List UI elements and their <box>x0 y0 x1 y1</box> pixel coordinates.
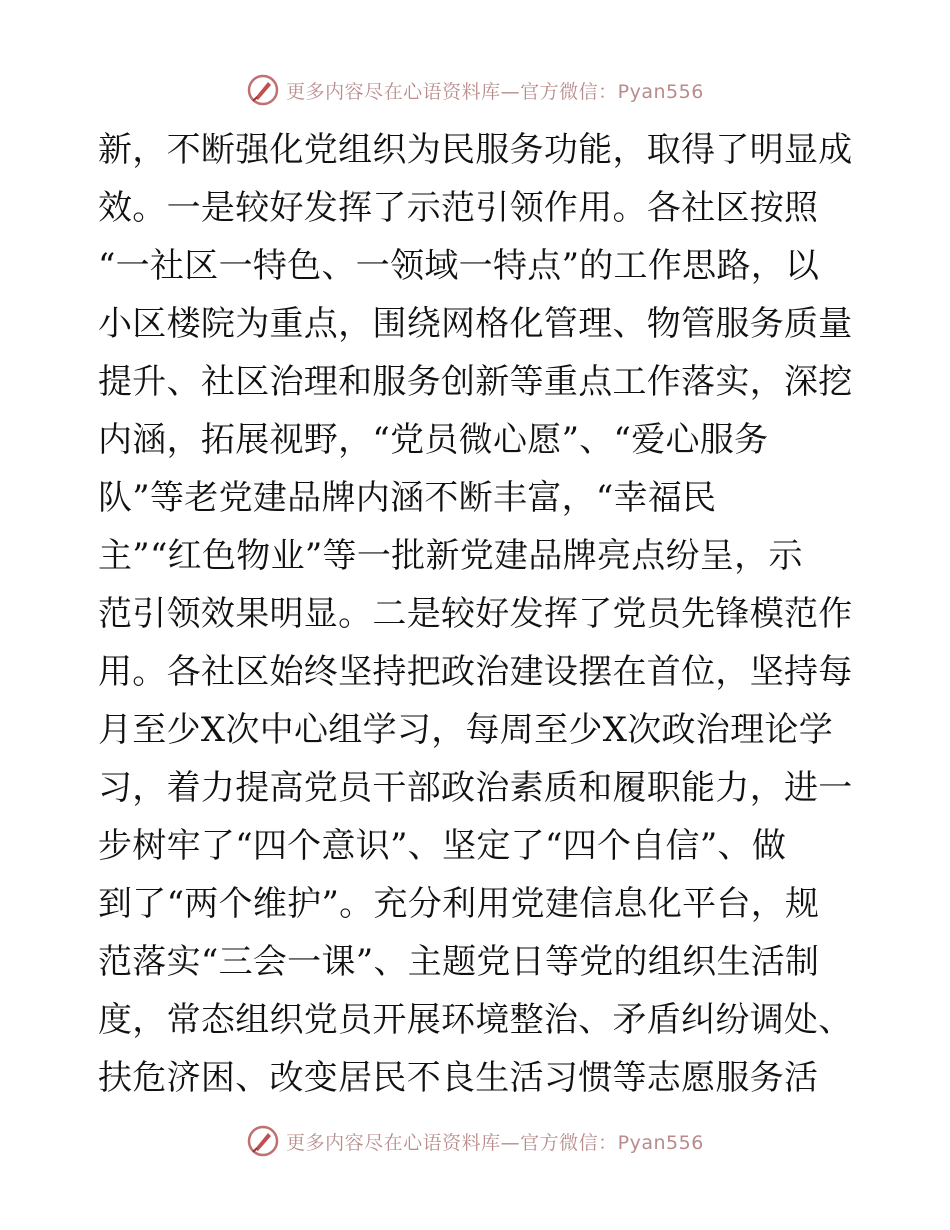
body-line: 新，不断强化党组织为民服务功能，取得了明显成 <box>98 130 853 170</box>
body-line: 主”“红色物业”等一批新党建品牌亮点纷呈，示 <box>98 536 803 576</box>
body-line: 步树牢了“四个意识”、坚定了“四个自信”、做 <box>98 826 787 866</box>
body-line: 度，常态组织党员开展环境整治、矛盾纠纷调处、 <box>98 1000 853 1040</box>
body-line: 月至少X次中心组学习，每周至少X次政治理论学 <box>98 710 834 750</box>
body-line: 提升、社区治理和服务创新等重点工作落实，深挖 <box>98 362 853 402</box>
quill-logo-icon <box>246 73 280 107</box>
body-line: “一社区一特色、一领域一特点”的工作思路，以 <box>98 246 820 286</box>
quill-logo-icon <box>246 1124 280 1158</box>
watermark-text: 更多内容尽在心语资料库—官方微信：Pyan556 <box>286 1131 704 1154</box>
watermark-text: 更多内容尽在心语资料库—官方微信：Pyan556 <box>286 80 704 103</box>
body-line: 队”等老党建品牌内涵不断丰富，“幸福民 <box>98 478 717 518</box>
body-line: 到了“两个维护”。充分利用党建信息化平台，规 <box>98 884 820 924</box>
body-line: 范落实“三会一课”、主题党日等党的组织生活制 <box>98 942 820 982</box>
body-line: 范引领效果明显。二是较好发挥了党员先锋模范作 <box>98 594 853 634</box>
body-line: 用。各社区始终坚持把政治建设摆在首位，坚持每 <box>98 652 853 692</box>
body-line: 内涵，拓展视野，“党员微心愿”、“爱心服务 <box>98 420 769 460</box>
body-line: 习，着力提高党员干部政治素质和履职能力，进一 <box>98 768 853 808</box>
footer-watermark <box>0 1121 950 1161</box>
body-line: 效。一是较好发挥了示范引领作用。各社区按照 <box>98 188 819 228</box>
body-line: 扶危济困、改变居民不良生活习惯等志愿服务活 <box>98 1058 819 1098</box>
document-body <box>98 121 858 1107</box>
header-watermark <box>0 70 950 110</box>
body-line: 小区楼院为重点，围绕网格化管理、物管服务质量 <box>98 304 853 344</box>
